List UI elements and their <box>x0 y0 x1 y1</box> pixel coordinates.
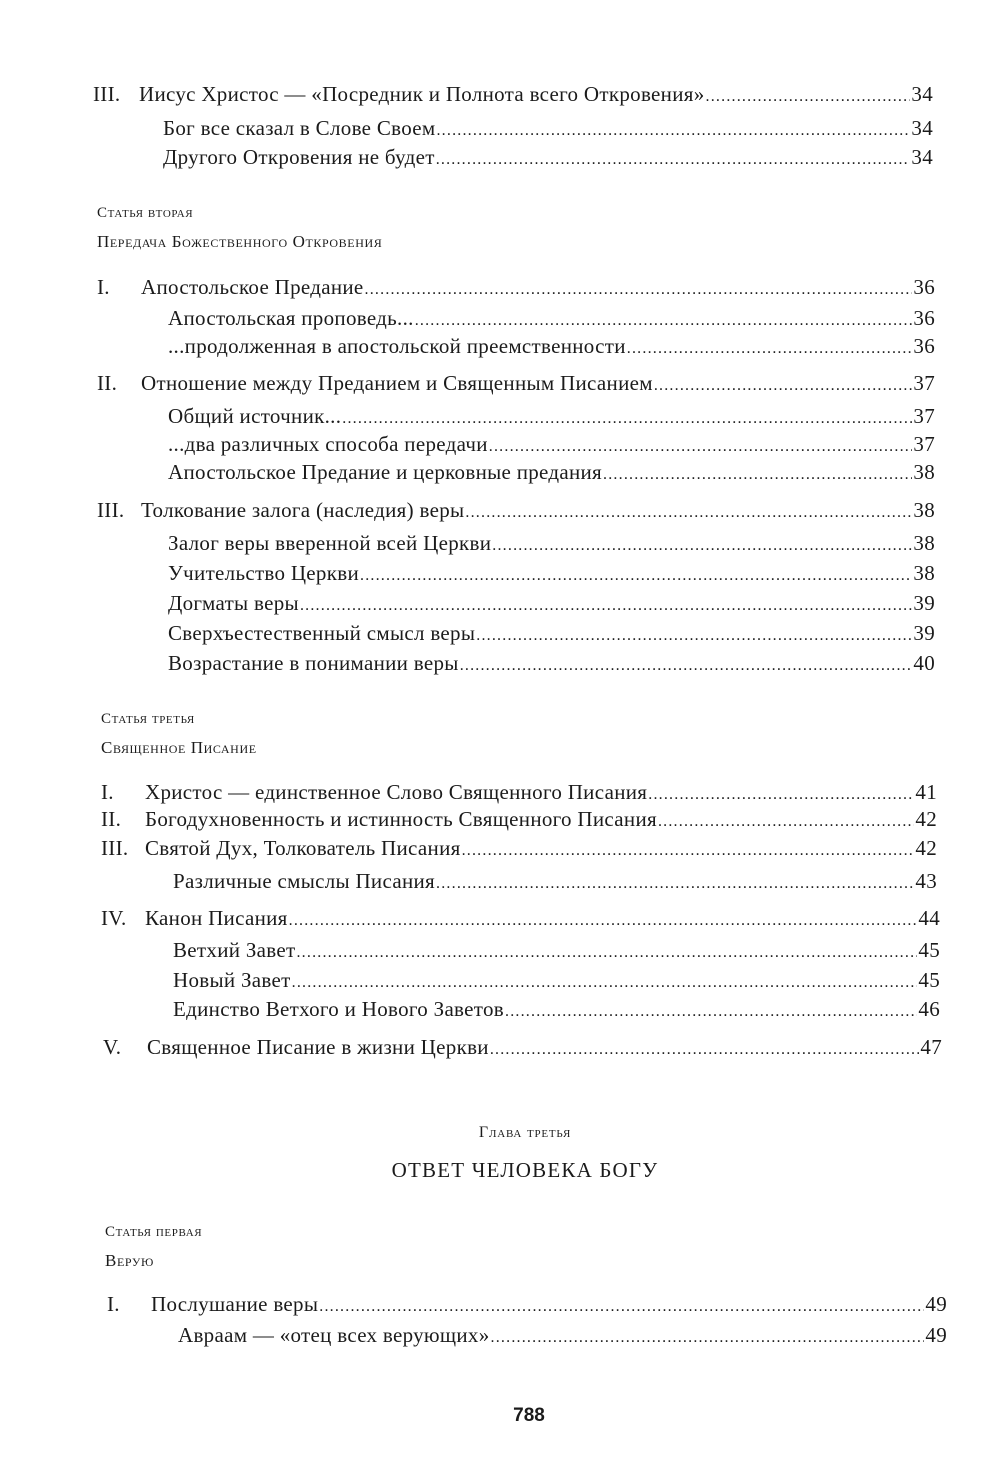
entry-title: Послушание веры <box>151 1292 319 1316</box>
entry-page-number: 39 <box>913 591 935 615</box>
entry-title: Канон Писания <box>145 906 288 930</box>
toc-entry <box>103 1034 942 1063</box>
article-label: Статья третья <box>101 711 195 727</box>
toc-entry <box>168 650 935 679</box>
entry-title: Другого Откровения не будет <box>163 145 435 169</box>
entry-title: Ветхий Завет <box>173 938 296 962</box>
dot-leader <box>490 1037 920 1063</box>
entry-title: Богодухновенность и истинность Священного Писания <box>145 807 657 831</box>
entry-page-number: 41 <box>915 780 937 804</box>
entry-page-number: 43 <box>915 869 937 893</box>
toc-entry <box>101 835 937 864</box>
dot-leader <box>603 462 912 488</box>
dot-leader <box>296 940 917 966</box>
dot-leader <box>460 653 913 679</box>
toc-entry <box>163 115 933 144</box>
entry-title: Толкование залога (наследия) веры <box>141 498 465 522</box>
toc-entry <box>173 937 940 966</box>
entry-page-number: 49 <box>925 1323 947 1347</box>
entry-page-number: 34 <box>911 82 933 106</box>
dot-leader <box>706 84 911 110</box>
entry-title: Возрастание в понимании веры <box>168 651 459 675</box>
dot-leader <box>292 970 918 996</box>
toc-entry <box>101 779 937 808</box>
entry-number: II. <box>101 807 122 831</box>
entry-page-number: 36 <box>913 306 935 330</box>
dot-leader <box>492 533 912 559</box>
entry-page-number: 37 <box>913 432 935 456</box>
entry-page-number: 47 <box>920 1035 942 1059</box>
entry-title: Сверхъестественный смысл веры <box>168 621 476 645</box>
entry-number: I. <box>97 275 110 299</box>
toc-entry <box>97 497 935 526</box>
entry-page-number: 34 <box>911 116 933 140</box>
article-label: Статья первая <box>105 1224 203 1240</box>
dot-leader <box>360 563 912 589</box>
entry-page-number: 40 <box>913 651 935 675</box>
entry-number: IV. <box>101 906 127 930</box>
toc-entry <box>97 370 935 399</box>
entry-number: III. <box>97 498 125 522</box>
toc-entry <box>101 905 940 934</box>
entry-title: Отношение между Преданием и Священным Писанием <box>141 371 653 395</box>
entry-title: Апостольское Предание <box>141 275 364 299</box>
dot-leader <box>489 434 913 460</box>
toc-entry <box>93 81 933 110</box>
dot-leader <box>342 406 912 432</box>
entry-title: Христос — единственное Слово Священного Писания <box>145 780 648 804</box>
dot-leader <box>319 1294 924 1320</box>
toc-entry <box>173 996 940 1025</box>
entry-title: Новый Завет <box>173 968 291 992</box>
entry-title: Залог веры вверенной всей Церкви <box>168 531 492 555</box>
entry-page-number: 36 <box>913 275 935 299</box>
toc-entry <box>168 403 935 432</box>
dot-leader <box>465 500 912 526</box>
entry-page-number: 42 <box>915 836 937 860</box>
entry-page-number: 38 <box>913 460 935 484</box>
entry-page-number: 45 <box>918 968 940 992</box>
chapter-title: ОТВЕТ ЧЕЛОВЕКА БОГУ <box>391 1158 659 1182</box>
entry-title: Различные смыслы Писания <box>173 869 436 893</box>
entry-title: Общий источник... <box>168 404 342 428</box>
entry-page-number: 36 <box>913 334 935 358</box>
entry-title: ...два различных способа передачи <box>168 432 488 456</box>
entry-title: Учительство Церкви <box>168 561 359 585</box>
entry-title: Священное Писание в жизни Церкви <box>147 1035 489 1059</box>
entry-page-number: 45 <box>918 938 940 962</box>
entry-title: Догматы веры <box>168 591 299 615</box>
toc-entry <box>97 274 935 303</box>
toc-entry <box>168 305 935 334</box>
entry-page-number: 38 <box>913 498 935 522</box>
entry-number: V. <box>103 1035 122 1059</box>
entry-title: Святой Дух, Толкователь Писания <box>145 836 461 860</box>
toc-entry <box>173 967 940 996</box>
entry-page-number: 37 <box>913 371 935 395</box>
dot-leader <box>436 118 910 144</box>
entry-number: III. <box>93 82 121 106</box>
entry-number: I. <box>101 780 114 804</box>
entry-title: Единство Ветхого и Нового Заветов <box>173 997 504 1021</box>
entry-page-number: 44 <box>918 906 940 930</box>
entry-title: Иисус Христос — «Посредник и Полнота всего Откровения» <box>139 82 705 106</box>
entry-title: Авраам — «отец всех верующих» <box>178 1323 490 1347</box>
dot-leader <box>436 147 911 173</box>
toc-entry <box>101 806 937 835</box>
toc-entry <box>168 431 935 460</box>
entry-page-number: 34 <box>911 145 933 169</box>
toc-entry <box>173 868 937 897</box>
dot-leader <box>415 308 913 334</box>
dot-leader <box>648 782 914 808</box>
dot-leader <box>627 336 913 362</box>
dot-leader <box>654 373 913 399</box>
entry-page-number: 38 <box>913 561 935 585</box>
dot-leader <box>491 1325 925 1351</box>
dot-leader <box>365 277 913 303</box>
entry-title: Бог все сказал в Слове Своем <box>163 116 436 140</box>
toc-entry <box>163 144 933 173</box>
entry-title: Апостольская проповедь... <box>168 306 414 330</box>
entry-title: ...продолженная в апостольской преемственности <box>168 334 626 358</box>
toc-entry <box>168 333 935 362</box>
article-label: Статья вторая <box>97 205 194 221</box>
dot-leader <box>436 871 914 897</box>
entry-page-number: 37 <box>913 404 935 428</box>
dot-leader <box>658 809 914 835</box>
toc-entry <box>168 560 935 589</box>
dot-leader <box>505 999 917 1025</box>
toc-entry <box>168 590 935 619</box>
entry-page-number: 38 <box>913 531 935 555</box>
entry-page-number: 46 <box>918 997 940 1021</box>
chapter-label: Глава третья <box>478 1124 572 1141</box>
entry-title: Апостольское Предание и церковные предания <box>168 460 603 484</box>
article-title: Верую <box>105 1251 154 1270</box>
toc-entry <box>107 1291 947 1320</box>
entry-page-number: 42 <box>915 807 937 831</box>
toc-entry <box>168 530 935 559</box>
page-number: 788 <box>513 1405 545 1426</box>
dot-leader <box>462 838 915 864</box>
toc-entry <box>168 459 935 488</box>
dot-leader <box>300 593 912 619</box>
toc-entry <box>178 1322 947 1351</box>
dot-leader <box>289 908 918 934</box>
entry-number: I. <box>107 1292 120 1316</box>
entry-number: III. <box>101 836 129 860</box>
entry-number: II. <box>97 371 118 395</box>
entry-page-number: 39 <box>913 621 935 645</box>
dot-leader <box>476 623 912 649</box>
toc-entry <box>168 620 935 649</box>
article-title: Священное Писание <box>101 738 257 757</box>
article-title: Передача Божественного Откровения <box>97 232 383 251</box>
entry-page-number: 49 <box>925 1292 947 1316</box>
